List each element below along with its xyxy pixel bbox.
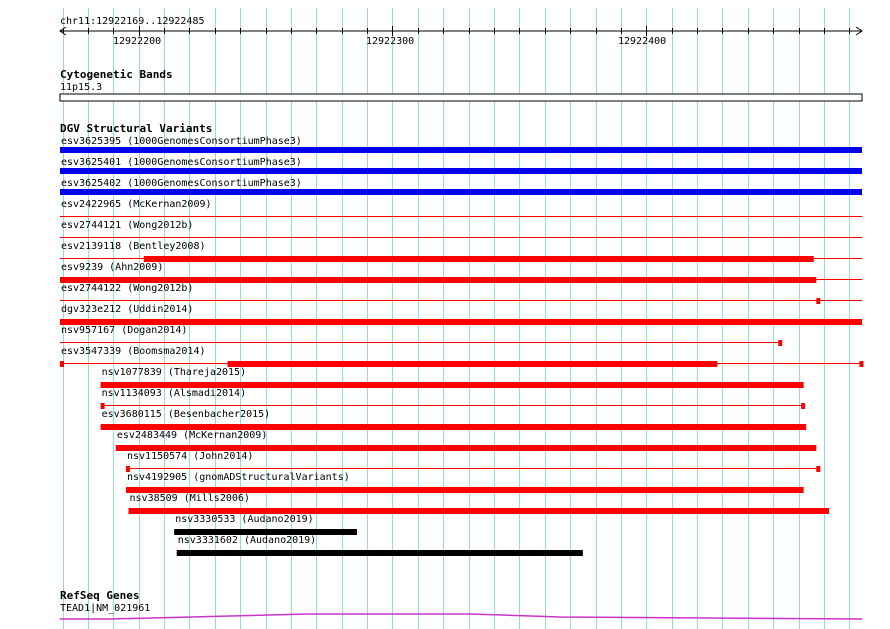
dgv-feature-block[interactable] bbox=[177, 550, 583, 556]
dgv-feature[interactable] bbox=[60, 178, 862, 195]
dgv-feature-label: esv3547339 (Boomsma2014) bbox=[61, 346, 206, 357]
dgv-feature-label: nsv38509 (Mills2006) bbox=[129, 493, 250, 504]
cytoband-track-title: Cytogenetic Bands bbox=[60, 68, 173, 81]
dgv-feature[interactable] bbox=[101, 388, 805, 409]
dgv-feature[interactable] bbox=[129, 493, 829, 514]
dgv-feature[interactable] bbox=[60, 346, 863, 367]
dgv-feature-block[interactable] bbox=[801, 403, 805, 409]
dgv-feature[interactable] bbox=[60, 241, 862, 262]
dgv-feature-block[interactable] bbox=[778, 340, 782, 346]
dgv-track-title: DGV Structural Variants bbox=[60, 122, 213, 135]
dgv-feature-label: esv2422965 (McKernan2009) bbox=[61, 199, 212, 210]
dgv-feature[interactable] bbox=[101, 367, 804, 388]
dgv-feature-label: nsv1150574 (John2014) bbox=[126, 451, 254, 462]
refseq-gene-feature[interactable] bbox=[60, 614, 862, 619]
dgv-feature[interactable] bbox=[126, 451, 820, 472]
dgv-feature[interactable] bbox=[101, 409, 807, 430]
dgv-feature-block[interactable] bbox=[859, 361, 863, 367]
dgv-feature[interactable] bbox=[60, 220, 862, 238]
dgv-feature[interactable] bbox=[60, 157, 862, 174]
cytoband-label: 11p15.3 bbox=[60, 82, 103, 93]
dgv-feature-block[interactable] bbox=[816, 466, 820, 472]
dgv-feature-label: nsv1134093 (Alsmadi2014) bbox=[101, 388, 247, 399]
dgv-feature[interactable] bbox=[60, 325, 782, 346]
dgv-feature-label: esv3625401 (1000GenomesConsortiumPhase3) bbox=[61, 157, 302, 168]
dgv-feature-label: esv3680115 (Besenbacher2015) bbox=[101, 409, 271, 420]
dgv-feature[interactable] bbox=[177, 535, 583, 556]
dgv-feature-label: esv2483449 (McKernan2009) bbox=[116, 430, 268, 441]
ruler-tick-label: 12922400 bbox=[618, 36, 667, 47]
dgv-feature-bar[interactable] bbox=[60, 147, 862, 153]
dgv-feature[interactable] bbox=[60, 304, 862, 325]
ruler-tick-label: 12922300 bbox=[366, 36, 415, 47]
dgv-feature[interactable] bbox=[60, 199, 862, 217]
dgv-feature-block[interactable] bbox=[60, 361, 64, 367]
region-label: chr11:12922169..12922485 bbox=[60, 16, 205, 27]
dgv-feature[interactable] bbox=[60, 262, 862, 283]
dgv-feature-label: nsv1077839 (Thareja2015) bbox=[101, 367, 247, 378]
dgv-feature-bar[interactable] bbox=[60, 168, 862, 174]
dgv-feature-label: nsv957167 (Dogan2014) bbox=[61, 325, 188, 336]
dgv-feature-label: nsv4192905 (gnomADStructuralVariants) bbox=[126, 472, 350, 483]
dgv-feature-label: nsv3330533 (Audano2019) bbox=[175, 514, 314, 525]
dgv-feature-label: esv9239 (Ahn2009) bbox=[61, 262, 164, 273]
dgv-feature[interactable] bbox=[174, 514, 357, 535]
dgv-feature-block[interactable] bbox=[228, 361, 718, 367]
dgv-feature-label: esv2139118 (Bentley2008) bbox=[61, 241, 206, 252]
dgv-feature[interactable] bbox=[116, 430, 816, 451]
ruler-tick-label: 12922200 bbox=[113, 36, 162, 47]
refseq-track-title: RefSeq Genes bbox=[60, 589, 140, 602]
dgv-feature[interactable] bbox=[60, 136, 862, 153]
dgv-feature-label: esv3625402 (1000GenomesConsortiumPhase3) bbox=[61, 178, 302, 189]
dgv-feature-block[interactable] bbox=[144, 256, 814, 262]
cytoband-bar[interactable] bbox=[60, 94, 862, 101]
dgv-feature-block[interactable] bbox=[816, 298, 820, 304]
dgv-feature[interactable] bbox=[126, 472, 804, 493]
dgv-feature-label: dgv323e212 (Uddin2014) bbox=[61, 304, 194, 315]
dgv-feature-bar[interactable] bbox=[60, 189, 862, 195]
dgv-feature[interactable] bbox=[60, 283, 862, 304]
refseq-gene-label: TEAD1|NM_021961 bbox=[60, 603, 151, 614]
dgv-feature-label: nsv3331602 (Audano2019) bbox=[177, 535, 317, 546]
dgv-feature-label: esv3625395 (1000GenomesConsortiumPhase3) bbox=[61, 136, 302, 147]
dgv-feature-label: esv2744121 (Wong2012b) bbox=[61, 220, 194, 231]
dgv-feature-list bbox=[60, 136, 863, 556]
dgv-feature-label: esv2744122 (Wong2012b) bbox=[61, 283, 194, 294]
